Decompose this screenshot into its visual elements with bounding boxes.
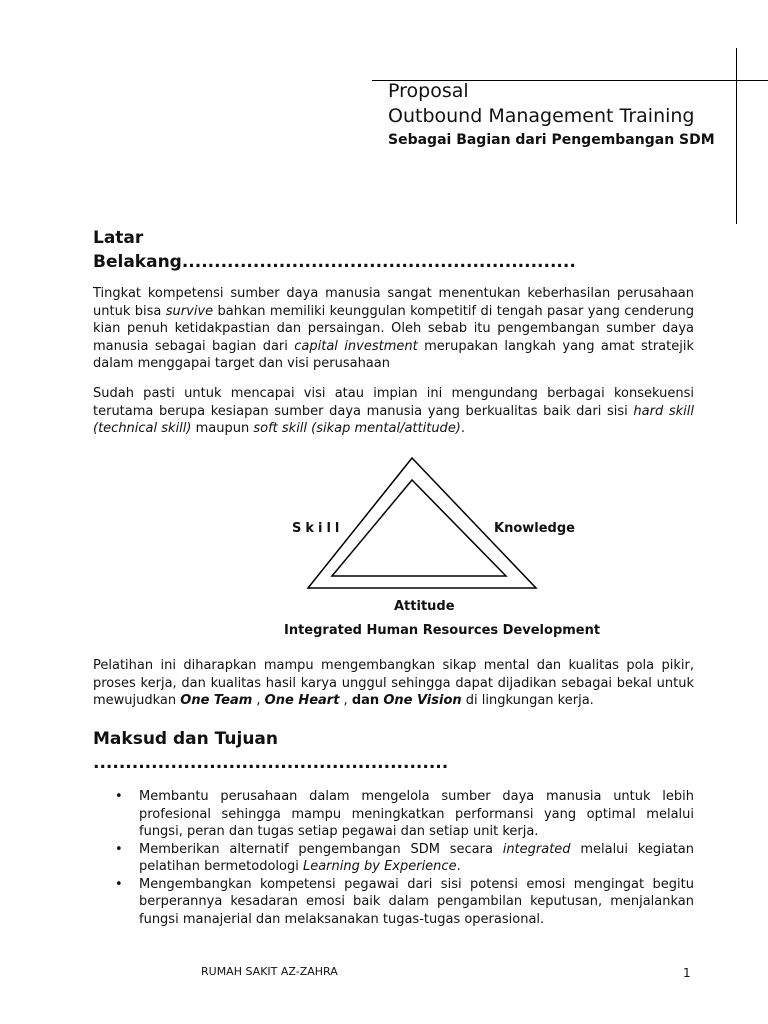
bullet-icon: •	[115, 841, 123, 857]
text-run-bold-italic: One Heart	[264, 693, 340, 708]
text-run: ,	[252, 693, 265, 708]
text-run: Mengembangkan kompetensi pegawai dari sisi potensi emosi mengingat begitu berperannya kesadaran emosi baik dalam pengambilan keputusan, menjalankan fungsi manajerial dan melaksanakan tugas-tugas operasional.	[139, 876, 694, 927]
text-run: Sudah pasti untuk mencapai visi atau impian ini mengundang berbagai konsekuensi terutama berupa kesiapan sumber daya manusia yang berkualitas baik dari sisi	[93, 386, 694, 419]
text-run: bahkan memiliki keunggulan kompetitif di tengah pasar yang cenderung kian penuh ketidakpastian dan persaingan. Oleh sebab itu pengembangan sumber daya manusia sebagai bagian dari	[93, 303, 694, 354]
diagram-label-skill: Skill	[292, 521, 344, 536]
footer-organization: RUMAH SAKIT AZ-ZAHRA	[201, 965, 338, 978]
text-run: .	[456, 859, 461, 874]
text-run-bold: dan	[351, 693, 380, 708]
section-heading-latar	[93, 226, 576, 274]
text-run: di lingkungan kerja.	[461, 693, 594, 708]
text-run: melalui kegiatan pelatihan bermetodologi	[139, 841, 694, 874]
text-run-italic: capital investment	[294, 338, 418, 354]
page-number: 1	[683, 966, 691, 980]
list-item	[93, 841, 694, 876]
text-run-bold-italic: One Vision	[383, 693, 462, 708]
paragraph-latar-1	[93, 285, 694, 373]
triangle-inner	[332, 480, 506, 576]
bullet-icon: •	[115, 876, 123, 892]
diagram-caption: Integrated Human Resources Development	[284, 623, 601, 638]
doc-type: Proposal	[388, 80, 469, 102]
text-run: Memberikan alternatif pengembangan SDM secara	[139, 841, 503, 857]
text-run: maupun	[191, 421, 254, 436]
section-heading-maksud	[93, 727, 448, 775]
text-run-italic: integrated	[502, 841, 571, 857]
text-run: ,	[339, 693, 352, 708]
heading-maksud-line1: Maksud dan Tujuan	[93, 729, 278, 749]
heading-latar-line2: Belakang.............................................................	[93, 252, 576, 272]
text-run: Tingkat kompetensi sumber daya manusia sangat menentukan keberhasilan perusahaan untuk bisa	[93, 286, 694, 319]
text-run-bold-italic: One Team	[180, 693, 253, 708]
text-run: Pelatihan ini diharapkan mampu mengembangkan sikap mental dan kualitas pola pikir, proses kerja, dan kualitas hasil karya unggul sehingga dapat dijadikan sebagai bekal untuk mewujudkan	[93, 658, 694, 708]
paragraph-latar-2	[93, 385, 694, 438]
text-run-italic: Learning by Experience	[302, 859, 457, 874]
text-run: Membantu perusahaan dalam mengelola sumber daya manusia untuk lebih profesional sehingga mampu meningkatkan performansi yang optimal melalui fungsi, peran dan tugas setiap pegawai dan setiap unit kerja.	[139, 789, 694, 839]
text-run-italic: survive	[165, 303, 214, 319]
text-run: .	[460, 421, 466, 436]
diagram-label-attitude: Attitude	[394, 599, 455, 614]
doc-title: Outbound Management Training	[388, 105, 695, 127]
diagram-label-knowledge: Knowledge	[494, 521, 575, 536]
paragraph-pelatihan	[93, 657, 694, 710]
text-run-italic: soft skill (sikap mental/attitude)	[253, 421, 461, 436]
heading-maksud-line2: .......................................................	[93, 753, 449, 773]
objectives-list	[93, 788, 694, 928]
text-run: merupakan langkah yang amat stratejik dalam menggapai target dan visi perusahaan	[93, 338, 695, 371]
header-vertical-rule	[736, 48, 737, 224]
text-run-italic: hard skill (technical skill)	[93, 403, 694, 436]
bullet-icon: •	[115, 789, 123, 804]
doc-subtitle: Sebagai Bagian dari Pengembangan SDM	[388, 132, 715, 148]
list-item	[93, 788, 694, 841]
list-item	[93, 876, 694, 929]
heading-latar-line1: Latar	[93, 228, 144, 248]
